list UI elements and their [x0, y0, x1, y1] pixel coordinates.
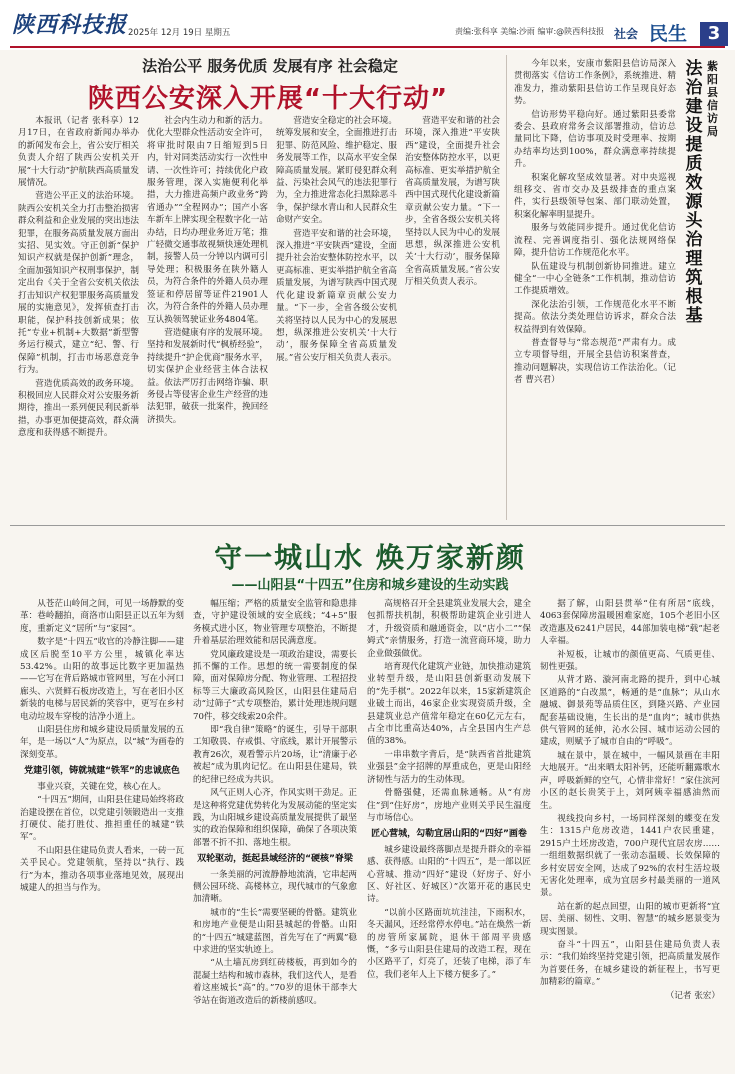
article2-subhead: ——山阳县“十四五”住房和城乡建设的生动实践: [231, 578, 509, 593]
article1-kicker: 法治公平 服务优质 发展有序 社会稳定: [142, 57, 398, 75]
article1-column-1: [18, 115, 139, 517]
paragraph: “十四五”期间，山阳县住建局始终将政治建设摆在首位，以党建引领锻造出一支推打硬仗、能打胜仗、推担重任的城建“铁军”。: [20, 795, 184, 843]
subheading: 匠心营城，勾勒宜居山阳的“四好”画卷: [371, 829, 527, 840]
paragraph: “从土墙瓦房到红砖楼板，再到如今的混凝土结构和城市森林，我们这代人，是看着这座城长“高”的。”70岁的退休干部李大爷站在街道改造后的新楼前感叹。: [193, 958, 357, 1006]
side-article-headline: 法治建设提质效 源头治理筑根基: [685, 59, 703, 326]
paragraph: 风气正则人心齐，作风实则干劲足。正是这种将党建优势转化为发展动能的坚定实践，为山阳城乡建设高质量发展提供了最坚实的政治保障和组织保障，确保了各项决策部署不折不扣、落地生根。: [193, 788, 357, 848]
paragraph: 高规格召开全县建筑业发展大会，建全包抓帮扶机制，积极帮助建筑企业引进人才，升级资质和融通资金，以“店小二”“保姆式”亲情服务，打造一流营商环境，助力企业做强做优。: [367, 599, 531, 659]
article1-continued: [405, 115, 500, 517]
section-box: [614, 22, 735, 45]
paragraph: 事业兴衰，关键在党，核心在人。: [37, 781, 167, 792]
paragraph: 站在新的起点回望，山阳的城市更新将“宜居、美丽、韧性、文明、智慧”的城乡愿景变为现实图景。: [540, 901, 720, 937]
column-divider: [506, 55, 507, 520]
article1-headline: 陕西公安深入开展“十大行动”: [87, 84, 449, 114]
paragraph: 营造平安和谐的社会环境，深入推进“平安陕西”建设，全面提升社会治安整体防控水平，以更高标准、更实举措护航全省高质量发展，为谱写陕西中国式现代化建设新篇章贡献公安力量。“下一步，全省各级公安机关将坚持以人民为中心的发展思想，纵深推进公安机关‘十大行动’，服务保障全省高质量发展。”省公安厅相关负责人表示。: [405, 116, 500, 288]
paragraph: 普查督导与“常态规范”严肃有力。成立专项督导组，开展全县信访积案普查，推动问题解决，实现信访工作法治化。（记者 曹兴君）: [514, 337, 676, 386]
paragraph: 不山阳县住建局负责人看来，一砖一瓦关乎民心。党建领航，坚持以“执行、践行”为本，推动各项事业落地见效，展现出城建人的担当与作为。: [20, 845, 184, 893]
paragraph: 一串串数字背后，是“陕西省首批建筑业强县”金字招牌的厚重成色，更是山阳经济韧性与活力的生动体现。: [367, 749, 531, 785]
subheading: 党建引领，铸就城建“铁军”的忠诚底色: [24, 766, 180, 777]
paragraph: 城乡建设最终落脚点是提升群众的幸福感、获得感。山阳的“十四五”，是一部以匠心营城、推动“四好”建设（好房子、好小区、好社区、好城区）”次第开花的惠民史诗。: [367, 844, 531, 905]
side-article-body: [514, 58, 676, 518]
section-name: 民生: [649, 23, 688, 45]
subheading: 双轮驱动，挺起县域经济的“硬核”脊梁: [197, 854, 353, 865]
article2-column-2: [193, 598, 357, 1068]
article1-column-3: [276, 115, 397, 517]
issue-date: 2025年 12月 19日 星期五: [128, 28, 231, 38]
paragraph: 骨骼强健，还需血脉通畅。从“有房住”到“住好房”，房地产业则关乎民生温度与市场信心。: [367, 788, 531, 823]
paragraph: 山阳县住房和城乡建设局质量发展的五年，是一场以“人”为原点，以“城”为画卷的深刻变革。: [20, 725, 184, 760]
article2-headline: 守一城山水 焕万家新颜: [214, 541, 526, 574]
section-divider: [10, 525, 725, 526]
byline: （记者 张宏）: [665, 990, 720, 1001]
paragraph: 深化法治引领，工作规范化水平不断提高。依法分类处理信访诉求，群众合法权益得到有效保障。: [514, 299, 676, 335]
article1-column-2: [147, 115, 268, 517]
section-label: 社会: [614, 27, 639, 41]
paragraph: 奋斗“十四五”，山阳县住建局负责人表示：“我们始终坚持党建引领，把高质量发展作为首要任务，在城乡建设的新征程上，书写更加精彩的篇章。”: [540, 939, 720, 988]
paragraph: 营造公平正义的法治环境。陕西公安机关全力打击整治损害群众利益和企业发展的突出违法犯罪，在服务高质量发展方面出实招、见实效。守正创新“保护知识产权就是保护创新”理念，全面加强知识产权刑事保护，制定出台《关于全省公安机关依法打击知识产权犯罪服务高质量发展的实施意见》，发挥侦查打击职能，保护科技创新成果；依托“专业+机制+大数据”新型警务运行模式，建立“纪、警、行保障”机制，打击市场恶意竞争行为。: [18, 191, 139, 376]
paragraph: 党风廉政建设是一项政治建设，需要长抓不懈的工作。思想的统一需要制度的保障，面对保障房分配、物业管理、工程招投标等三大廉政高风险区，山阳县住建局启动“过筛子”式专项整治，累计处理违规问题70件，移交线索20余件。: [193, 649, 357, 722]
editor-credits: 责编:张科享 美编:沙雨 编审:@陕西科技报: [455, 27, 605, 36]
paragraph: 数字是“十四五”收官的冷静注脚——建成区后脱至10平方公里，城镇化率达53.42%。山阳的故事远比数字更加温热——它写在背后路城市管网里，写在小河口廊头、六贤鲜石板房改造上，写在老旧小区新装的电梯与居民新的笑容中，更写在乡村电动垃圾车穿梭的洁净小道上。: [20, 637, 184, 722]
paragraph: 从背才路、漩河南北路的提升，到中心城区道路的“白改黑”，畅通的是“血脉”；从山水融城、御景苑等品质住区，到隆兴路、产业园配套基础设施，生长出的是“血肉”；城市供热供气管网的延伸，沁水公园、城市运动公园的建成，则赋予了城市自由的“呼吸”。: [540, 675, 720, 748]
paragraph: 幅压缩；严格的质量安全监管和隐患排查，守护建设领域的安全底线；“4+5”服务模式进小区，物业管理专项整治，不断提升着基层治理效能和居民满意度。: [193, 599, 357, 647]
paragraph: “以前小区路面坑坑洼洼，下雨积水，冬天漏风，还经常停水停电。”站在焕然一新的房管所家属院，退休干部周平贵感慨，“多亏山阳县住建局的改造工程，现在小区路平了，灯亮了，还装了电梯，添了车位，我们老年人上下楼方便多了。”: [367, 907, 531, 980]
page-number: 3: [700, 22, 728, 46]
paragraph: 营造安全稳定的社会环境。统筹发展和安全，全面推进打击犯罪、防范风险、维护稳定、服务发展等工作，以高水平安全保障高质量发展。紧盯侵犯群众利益、污染社会风气的违法犯罪行为，全力推进常态化扫黑除恶斗争，保护绿水青山和人民群众生命财产安全。: [276, 116, 397, 226]
paragraph: 队伍建设与机制创新协同推进。建立健全“一中心全链条”工作机制，推动信访工作提质增效。: [514, 261, 676, 297]
paragraph: 即“我自律”策略”的诞生，引导干部职工知敬畏、存戒惧、守底线，累计开展警示教育26次，观看警示片20场，让“清廉于必被起”成为肌肉记忆。在山阳县住建局，铁的纪律已经成为共识。: [193, 725, 357, 785]
paragraph: 培育现代化建筑产业链，加快推动建筑业转型升级，是山阳县创新驱动发展下的“先手棋”。2022年以来，15家新建筑企业破土而出，46家企业实现资质升级，全县建筑业总产值常年稳定在60亿元左右，占全市比重高达40%，占全县国内生产总值的38%。: [367, 662, 531, 747]
side-article-label: 紫阳县信访局: [707, 60, 718, 138]
paragraph: 视线投向乡村，一场同样深刻的蝶变在发生：1315户危房改造，1441户农民重建，2915户土坯房改造，700户现代宜居农房……一组组数据织就了一张动态温暖、长效保障的乡村安居安全网，达成了92%的农村生活垃圾无害化处理率，成为宜居乡村最美丽的一道风景。: [540, 813, 720, 899]
paragraph: 社会内生动力和新的活力。优化大型群众性活动安全许可，将审批时限由7日缩短到5日内，针对同类活动实行一次性申请、一次性许可；持续优化户政服务管理，深入实施便利化举措，大力推进高频户政业务“跨省通办”“全程网办”；国产小客车新车上牌实现全程数字化一站办结，日均办理业务近万笔；推广轻微交通事故视频快速处理机制，接警人员一分钟以内调可引导处理；积极服务在陕外籍人员，为符合条件的外籍人员办理签证和停居留等证件21901人次，为符合条件的外籍人员办理互认换领驾驶证业务4804笔。: [147, 116, 268, 325]
article2-column-1: [20, 598, 184, 1068]
newspaper-logo: 陕西科技报: [12, 12, 128, 38]
paragraph: 一条美丽的河流静静地流淌，它串起两侧公园环绕、高楼林立，现代城市的气象愈加清晰。: [193, 869, 357, 905]
paragraph: 本报讯（记者 张科享）12月17日，在省政府新闻办举办的新闻发布会上，省公安厅相关负责人介绍了陕西公安机关开展“十大行动”护航陕西高质量发展情况。: [18, 116, 139, 189]
paragraph: 信访形势平稳向好。通过紫阳县委常委会、县政府常务会议部署推动，信访总量同比下降，信访事项及时受理率、按期办结率均达到100%，群众满意率持续提升。: [514, 109, 676, 170]
header-rule: [10, 46, 725, 48]
article2-column-4: [540, 598, 720, 1068]
paragraph: 营造健康有序的发展环境。坚持和发展新时代“枫桥经验”，持续提升“护企优商”服务水平，切实保护企业经营主体合法权益。依法严厉打击网络诈骗、职务侵占等侵害企业生产经营的违法犯罪，破获一批案件，挽回经济损失。: [147, 327, 268, 425]
paragraph: 今年以来，安康市紫阳县信访局深入贯彻落实《信访工作条例》，系统推进、精准发力，推动紫阳县信访工作呈现良好态势。: [514, 59, 676, 107]
paragraph: 积案化解攻坚成效显著。对中央巡视组移交、省市交办及县级排查的重点案件，实行县级领导包案、部门联动处置，积案化解率明显提升。: [514, 172, 676, 220]
paragraph: 营造平安和谐的社会环境，深入推进“平安陕西”建设，全面提升社会治安整体防控水平，以更高标准、更实举措护航全省高质量发展，为谱写陕西中国式现代化建设新篇章贡献公安力量。“下一步，全省各级公安机关将坚持以人民为中心的发展思想，纵深推进公安机关‘十大行动’，服务保障全省高质量发展。”省公安厅相关负责人表示。: [276, 228, 397, 363]
paragraph: 城市的“生长”需要坚硬的骨骼。建筑业和房地产业便是山阳县城起的骨骼。山阳的“十四五”城建蓝图，首先写在了“两翼”稳中求进的坚实轨迹上。: [193, 907, 357, 955]
article2-column-3: [367, 598, 531, 1068]
paragraph: 城在景中，景在城中，一幅风景画在丰阳大地展开。“出来晒太阳补钙，还能听翻露歌水声，呼吸新鲜的空气，心情非常好！”家住滨河小区的赵长贵笑于上，刘阿姨幸福感油然而生。: [540, 750, 720, 811]
paragraph: 补短板，让城市的颜值更高、气质更佳、韧性更强。: [540, 649, 720, 673]
paragraph: 据了解，山阳县贯举“住有所居”底线，4063套保障房温暖困难家庭，105个老旧小区改造惠及6241户居民，44部加装电梯“载”起老人幸福。: [540, 599, 720, 647]
paragraph: 从苍茫山岭间之间，可见一场静默的变革：巷岭翻拍，商洛市山阳县正以五年为刻度，重新定义“居所”与“家园”。: [20, 599, 184, 634]
paragraph: 服务与效能同步提升。通过优化信访流程、完善调度指引、强化法规网络保障，提升信访工作规范化水平。: [514, 223, 676, 259]
paragraph: 营造优质高效的政务环境。积极回应人民群众对公安服务新期待，推出一系列便民利民新举措，办事更加便捷高效，群众满意度和获得感不断提升。: [18, 378, 139, 439]
